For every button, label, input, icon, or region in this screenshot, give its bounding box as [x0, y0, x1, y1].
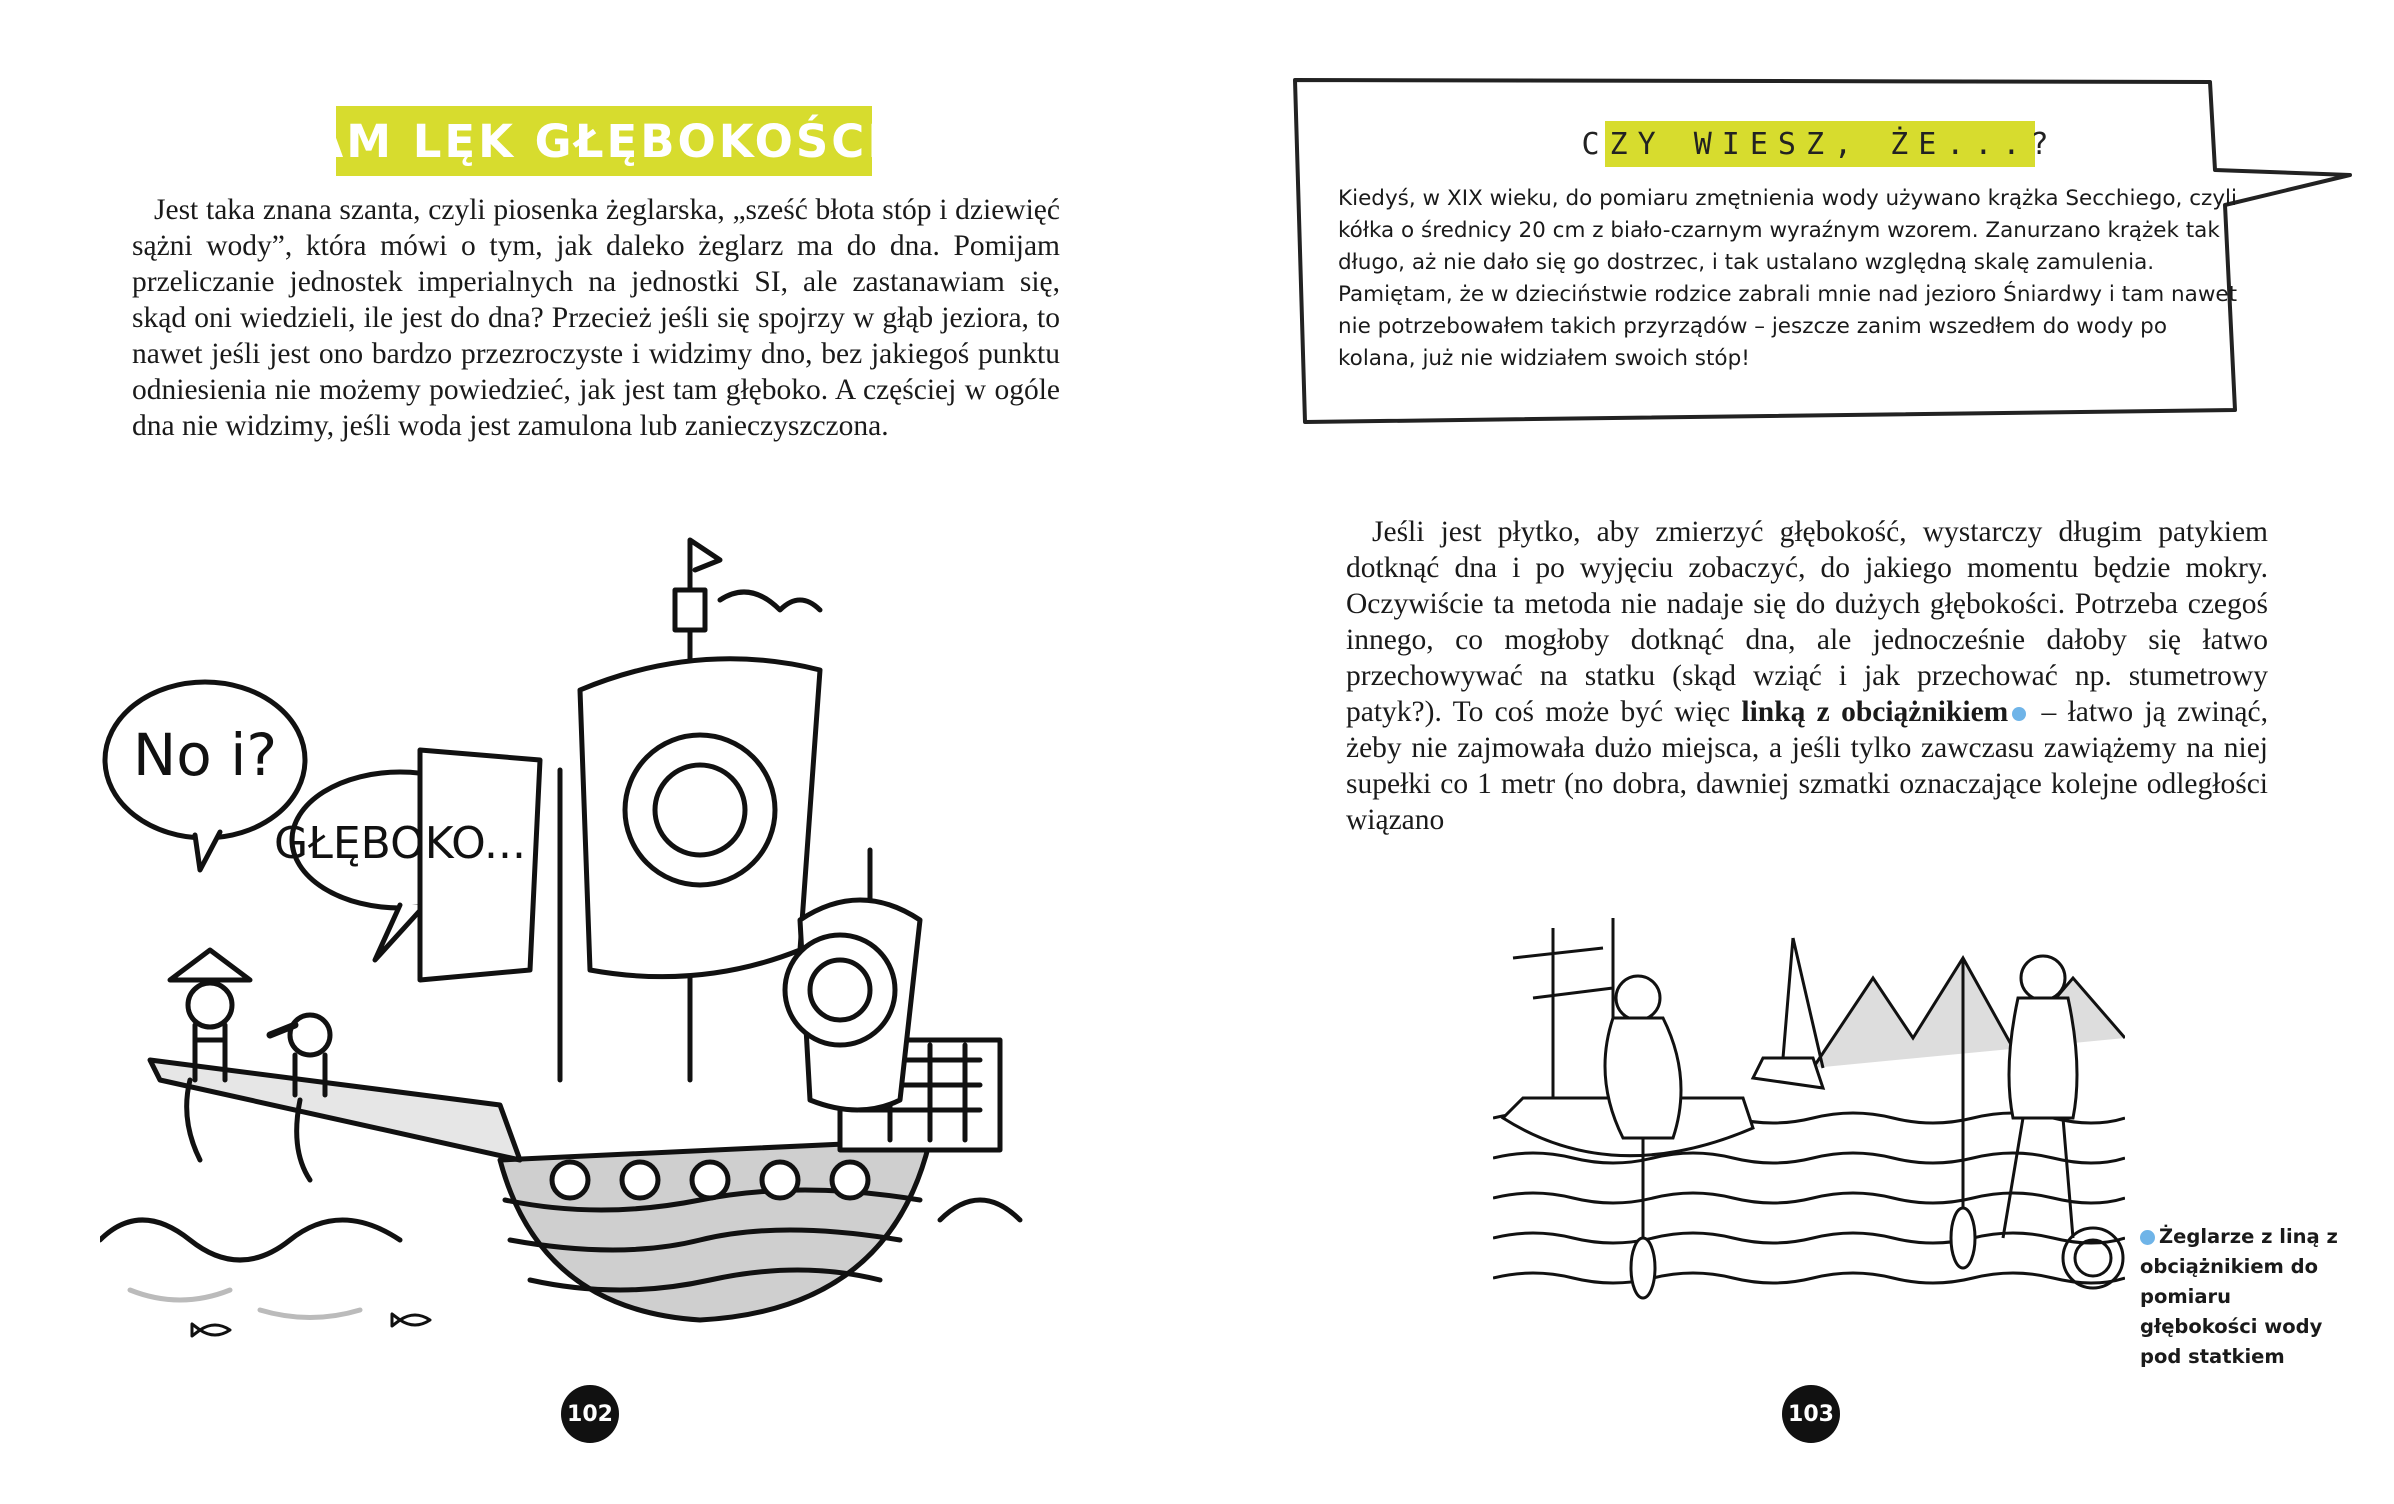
- did-you-know-label: [1581, 121, 2059, 167]
- page-number-left: 102: [561, 1385, 619, 1443]
- chapter-title-banner: [260, 106, 948, 176]
- chapter-title: MAM LĘK GŁĘBOKOŚCI...: [260, 114, 948, 168]
- did-you-know-body: Kiedyś, w XIX wieku, do pomiaru zmętnienia wody używano krążka Secchiego, czyli kółka o średnicy 20 cm z biało-czarnym wyraźnym wzorem. Zanurzano krążek tak długo, aż nie dało się go dostrzec, i tak ustalano względną skalę zamulenia. Pamiętam, że w dzieciństwie rodzice zabrali mnie nad jezioro Śniardwy i tam nawet nie potrzebowałem takich przyrządów – jeszcze zanim wszedłem do wody po kolana, już nie widziałem swoich stóp!: [1338, 186, 2238, 371]
- ship-illustration: [100, 520, 1060, 1350]
- right-paragraph-bold: linką z obciążnikiem: [1741, 696, 2009, 728]
- marker-dot: [2012, 707, 2026, 721]
- image-caption: [2140, 1222, 2350, 1372]
- right-paragraph: [1346, 514, 2268, 838]
- left-paragraph: Jest taka znana szanta, czyli piosenka żeglarska, „sześć błota stóp i dziewięć sążni wody”, która mówi o tym, jak daleko żeglarz ma do dna. Pomijam przeliczanie jednostek imperialnych na jednostki SI, ale zastanawiam się, skąd oni wiedzieli, ile jest do dna? Przecież jeśli się spojrzy w głąb jeziora, to nawet jeśli jest ono bardzo przezroczyste i widzimy dno, bez jakiegoś punktu odniesienia nie możemy powiedzieć, jak jest tam głęboko. A częściej w ogóle dna nie widzimy, jeśli woda jest zamulona lub zanieczyszczona.: [132, 194, 1060, 442]
- page-number-right: 103: [1782, 1385, 1840, 1443]
- speech-bubble-2-text: GŁĘBOKO...: [274, 818, 526, 869]
- caption-text: Żeglarze z liną z obciążnikiem do pomiaru głębokości wody pod statkiem: [2140, 1225, 2338, 1368]
- speech-bubble-1-text: No i?: [132, 721, 278, 789]
- did-you-know-text: CZY WIESZ, ŻE...?: [1581, 126, 2059, 162]
- right-paragraph-part2: – łatwo ją zwinąć, żeby nie zajmowała dużo miejsca, a jeśli tylko zawczasu zawiążemy na niej supełki co 1 metr (no dobra, dawniej szmatki oznaczające kolejne odległości wiązano: [1346, 696, 2268, 836]
- right-paragraph-part1: Jeśli jest płytko, aby zmierzyć głębokość, wystarczy długim patykiem dotknąć dna i po wyjęciu zobaczyć, do jakiego momentu będzie mokry. Oczywiście ta metoda nie nadaje się do dużych głębokości. Potrzeba czegoś innego, co mogłoby dotknąć dna, ale jednocześnie dałoby się łatwo przechowywać na statku (skąd wziąć i jak przechować np. stumetrowy patyk?). To coś może być więc: [1346, 516, 2268, 728]
- woodcut-illustration: [1493, 918, 2125, 1320]
- caption-marker-dot: [2140, 1230, 2155, 1245]
